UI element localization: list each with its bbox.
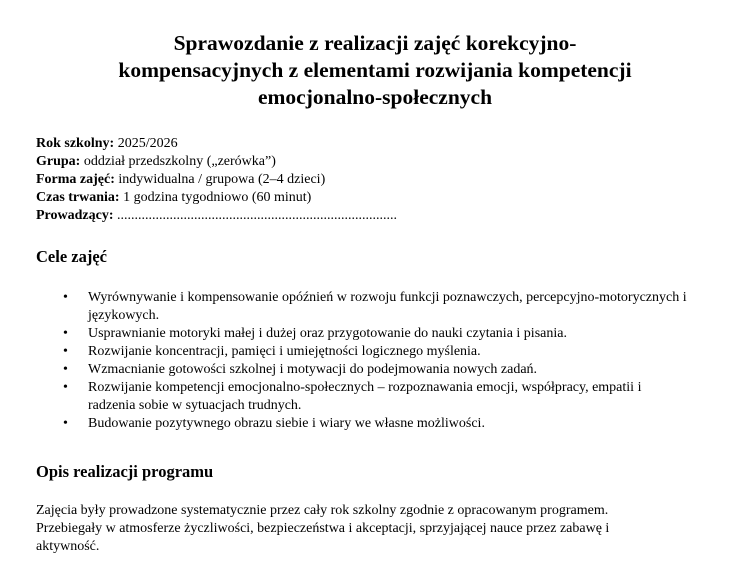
document-title (0, 30, 750, 111)
duration-value: 1 godzina tygodniowo (60 minut) (123, 190, 312, 205)
description-body (36, 502, 676, 556)
teacher-label: Prowadzący: (36, 208, 114, 223)
school-year-label: Rok szkolny: (36, 136, 115, 151)
goals-heading: Cele zajęć (36, 247, 107, 266)
title-line-1: Sprawozdanie z realizacji zajęć korekcyjno- (173, 31, 577, 55)
form-value: indywidualna / grupowa (2–4 dzieci) (118, 172, 326, 187)
goals-list (88, 289, 688, 433)
meta-row-form (36, 171, 397, 189)
goal-item: • Rozwijanie kompetencji emocjonalno-społecznych – rozpoznawania emocji, współpracy, empatii i radzenia sobie w sytuacjach trudnych. (88, 379, 688, 415)
meta-row-school-year (36, 135, 397, 153)
form-label: Forma zajęć: (36, 172, 115, 187)
title-line-2: kompensacyjnych z elementami rozwijania kompetencji (118, 58, 632, 82)
school-year-value: 2025/2026 (117, 136, 178, 151)
goal-item: • Wzmacnianie gotowości szkolnej i motywacji do podejmowania nowych zadań. (88, 361, 688, 379)
title-line-3: emocjonalno-społecznych (257, 85, 493, 109)
group-label: Grupa: (36, 154, 81, 169)
meta-row-duration (36, 189, 397, 207)
report-metadata (36, 135, 397, 225)
group-value: oddział przedszkolny („zerówka”) (83, 154, 276, 169)
goal-item: • Rozwijanie koncentracji, pamięci i umiejętności logicznego myślenia. (88, 343, 688, 361)
description-paragraph: Zajęcia były prowadzone systematycznie przez cały rok szkolny zgodnie z opracowanym programem. (36, 503, 609, 518)
goal-item: • Usprawnianie motoryki małej i dużej oraz przygotowanie do nauki czytania i pisania. (88, 325, 688, 343)
goal-item: • Wyrównywanie i kompensowanie opóźnień w rozwoju funkcji poznawczych, percepcyjno-motorycznych i językowych. (88, 289, 688, 325)
meta-row-group (36, 153, 397, 171)
meta-row-teacher (36, 207, 397, 225)
teacher-value: ................................................................................ (117, 208, 397, 223)
description-paragraph: Przebiegały w atmosferze życzliwości, bezpieczeństwa i akceptacji, sprzyjającej nauce przez zabawę i aktywność. (36, 521, 610, 554)
goal-item: • Budowanie pozytywnego obrazu siebie i wiary we własne możliwości. (88, 415, 688, 433)
description-heading: Opis realizacji programu (36, 462, 214, 481)
duration-label: Czas trwania: (36, 190, 120, 205)
